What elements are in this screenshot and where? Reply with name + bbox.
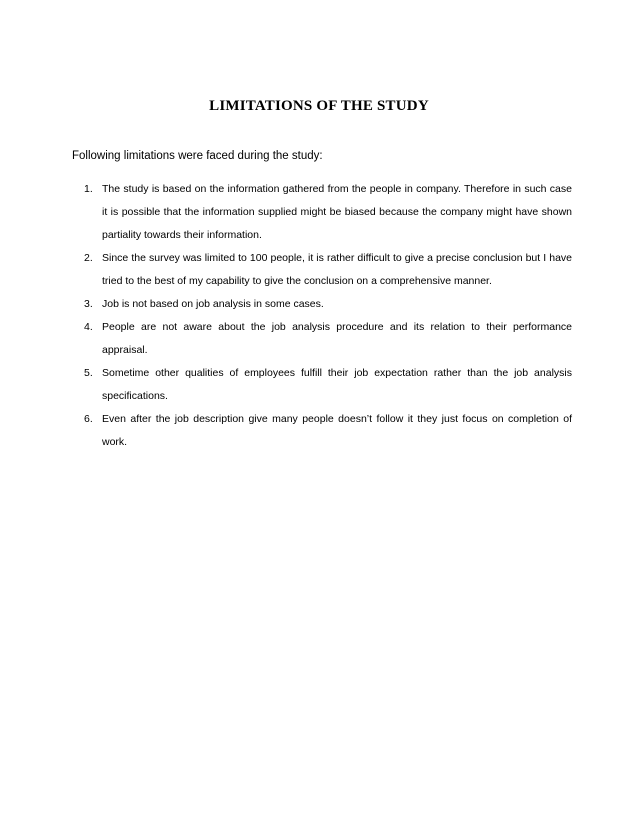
list-item-text: Sometime other qualities of employees fulfill their job expectation rather than the job analysis specifications.	[102, 367, 572, 402]
list-item-number: 3.	[84, 298, 93, 310]
list-item	[72, 293, 572, 316]
list-item-number: 6.	[84, 413, 93, 425]
list-item	[72, 247, 572, 293]
list-item-text: People are not aware about the job analysis procedure and its relation to their performance appraisal.	[102, 321, 572, 356]
list-item	[72, 316, 572, 362]
list-item	[72, 178, 572, 247]
list-item-number: 4.	[84, 321, 93, 333]
list-item-number: 2.	[84, 252, 93, 264]
list-item	[72, 408, 572, 454]
limitations-list	[72, 178, 572, 454]
list-item-number: 1.	[84, 183, 93, 195]
intro-paragraph: Following limitations were faced during the study:	[72, 150, 323, 162]
page-title: LIMITATIONS OF THE STUDY	[209, 98, 429, 114]
list-item-text: The study is based on the information gathered from the people in company. Therefore in such case it is possible that the information supplied might be biased because the company might have shown partiality towards their information.	[102, 183, 572, 241]
list-item-text: Even after the job description give many people doesn’t follow it they just focus on completion of work.	[102, 413, 572, 448]
list-item-text: Since the survey was limited to 100 people, it is rather difficult to give a precise conclusion but I have tried to the best of my capability to give the conclusion on a comprehensive manner.	[102, 252, 572, 287]
list-item-number: 5.	[84, 367, 93, 379]
list-item-text: Job is not based on job analysis in some cases.	[102, 298, 324, 310]
list-item	[72, 362, 572, 408]
